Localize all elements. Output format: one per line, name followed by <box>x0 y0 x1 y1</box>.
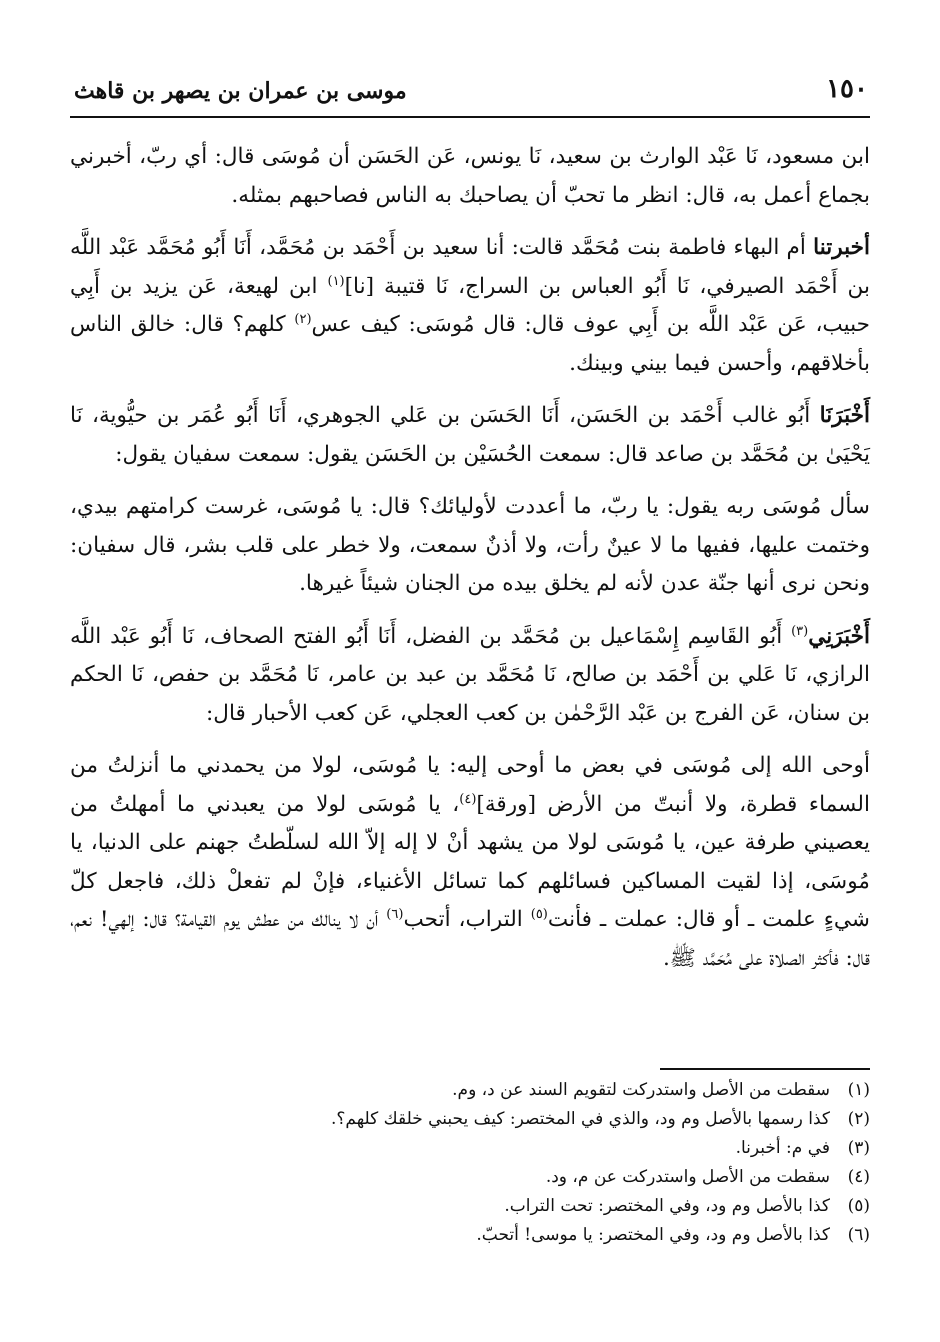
footnote <box>70 1134 870 1163</box>
footnote-number: (١) <box>847 1080 870 1100</box>
footnote-text: سقطت من الأصل واستدركت لتقويم السند عن د، وم. <box>452 1080 830 1100</box>
paragraph-text: سأل مُوسَى ربه يقول: يا ربّ، ما أعددت لأوليائك؟ قال: يا مُوسَى، غرست كرامتهم بيدي، وختمت عليها، ففيها ما لا عينٌ رأت، ولا أذنٌ سمعت، ولا خطر على قلب بشر، قال سفيان: ونحن نرى أنها جنّة عدن لأنه لم يخلق بيده من الجنان شيئاً غيرها. <box>70 494 870 596</box>
paragraph <box>70 747 870 978</box>
footnote-text: كذا بالأصل وم ود، وفي المختصر: تحت التراب. <box>504 1196 830 1216</box>
footnote-text: كذا رسمها بالأصل وم ود، والذي في المختصر: كيف يحبني خلقك كلهم؟. <box>330 1109 830 1129</box>
paragraph-text: أَبُو القَاسِم إِسْمَاعيل بن مُحَمَّد بن الفضل، أَنَا أَبُو الفتح الصحاف، نَا أَبُو عَبْد اللَّه الرازي، نَا عَلي بن أَحْمَد بن صالح، نَا مُحَمَّد بن عبد بن عامر، نَا مُحَمَّد بن حفص، نَا الحكم بن سنان، عَن الفرج بن عَبْد الرَّحْمٰن بن كعب العجلي، عَن كعب الأحبار قال: <box>70 623 870 726</box>
footnote-number: (٦) <box>847 1225 870 1245</box>
paragraph-text: أن لا ينالك من عطش يوم القيامة؟ قال: إلهي! نعم، قال: فأكثر الصلاة على مُحَمَّد ﷺ. <box>70 907 870 971</box>
footnote-text: كذا بالأصل وم ود، وفي المختصر: يا موسى! أتحبّ. <box>476 1225 830 1245</box>
paragraph-text: ، يا مُوسَى لولا من يعبدني ما أمهلتُ من يعصيني طرفة عين، يا مُوسَى لولا من يشهد أنْ لا إله إلاّ الله لسلّطتُ جهنم على الدنيا، يا مُوسَى، إذا لقيت المساكين فسائلهم كما تسائل الأغنياء، فإنْ لم تفعلْ ذلك، فاجعل كلّ شيءٍ علمت ـ أو قال: عملت ـ فأنت <box>70 791 871 932</box>
main-text <box>70 138 870 992</box>
footnote-number: (٣) <box>847 1138 870 1158</box>
footnote-reference: (٦) <box>386 906 404 922</box>
paragraph-text: كلهم؟ قال: خالق الناس بأخلاقهم، وأحسن فيما بيني وبينك. <box>70 312 870 376</box>
paragraph <box>70 618 870 734</box>
paragraph-text: أوحى الله إلى مُوسَى في بعض ما أوحى إليه: يا مُوسَى، لولا من يحمدني ما أنزلتُ من السماء قطرة، ولا أنبتّ من الأرض [ورقة] <box>70 753 870 817</box>
footnote-divider <box>660 1068 870 1070</box>
paragraph-text: ابن مسعود، نَا عَبْد الوارث بن سعيد، نَا يونس، عَن الحَسَن أن مُوسَى قال: أي ربّ، أخبرني بجماع أعمل به، قال: انظر ما تحبّ أن يصاحبك به الناس فصاحبهم بمثله. <box>70 144 870 208</box>
footnote <box>70 1105 870 1134</box>
paragraph-text: أَبُو غالب أَحْمَد بن الحَسَن، أَنَا الحَسَن بن عَلي الجوهري، أَنَا أَبُو عُمَر بن حيُّوية، نَا يَحْيَىٰ بن مُحَمَّد بن صاعد قال: سمعت الحُسَيْن بن الحَسَن يقول: سمعت سفيان يقول: <box>70 403 870 467</box>
footnote-number: (٤) <box>847 1167 870 1187</box>
footnote-reference: (٢) <box>294 311 312 327</box>
paragraph-lead-word: أَخْبَرَنِي <box>808 623 870 649</box>
footnote-reference: (٥) <box>530 906 548 922</box>
paragraph <box>70 229 870 383</box>
footnotes <box>70 1076 870 1250</box>
footnote-number: (٢) <box>847 1109 870 1129</box>
footnote-reference: (٤) <box>459 791 477 807</box>
paragraph <box>70 397 870 474</box>
footnote-text: في م: أخبرنا. <box>735 1138 830 1158</box>
paragraph-lead-word: أَخْبَرَنَا <box>819 403 870 428</box>
footnote-number: (٥) <box>847 1196 870 1216</box>
running-title: موسى بن عمران بن يصهر بن قاهث <box>74 78 407 104</box>
footnote <box>70 1221 870 1250</box>
paragraph-text: ابن لهيعة، عَن يزيد بن أَبِي حبيب، عَن عَبْد اللَّه بن أَبِي عوف قال: قال مُوسَى: كيف عس <box>70 273 870 337</box>
page-header <box>70 68 870 118</box>
footnote-reference: (١) <box>327 273 345 289</box>
paragraph-text: التراب، أتحب <box>403 907 531 932</box>
footnote-text: سقطت من الأصل واستدركت عن م، ود. <box>545 1167 830 1187</box>
paragraph-text: أم البهاء فاطمة بنت مُحَمَّد قالت: أنا سعيد بن أَحْمَد بن مُحَمَّد، أَنَا أَبُو مُحَمَّد عَبْد اللَّه بن أَحْمَد الصيرفي، نَا أَبُو العباس بن السراج، نَا قتيبة [نا] <box>70 235 870 299</box>
footnote <box>70 1163 870 1192</box>
footnote <box>70 1076 870 1105</box>
paragraph-lead-word: أخبرتنا <box>813 235 870 260</box>
page-number: ١٥٠ <box>826 74 868 104</box>
paragraph <box>70 488 870 604</box>
footnote-reference: (٣) <box>791 623 809 639</box>
footnote <box>70 1192 870 1221</box>
paragraph <box>70 138 870 215</box>
